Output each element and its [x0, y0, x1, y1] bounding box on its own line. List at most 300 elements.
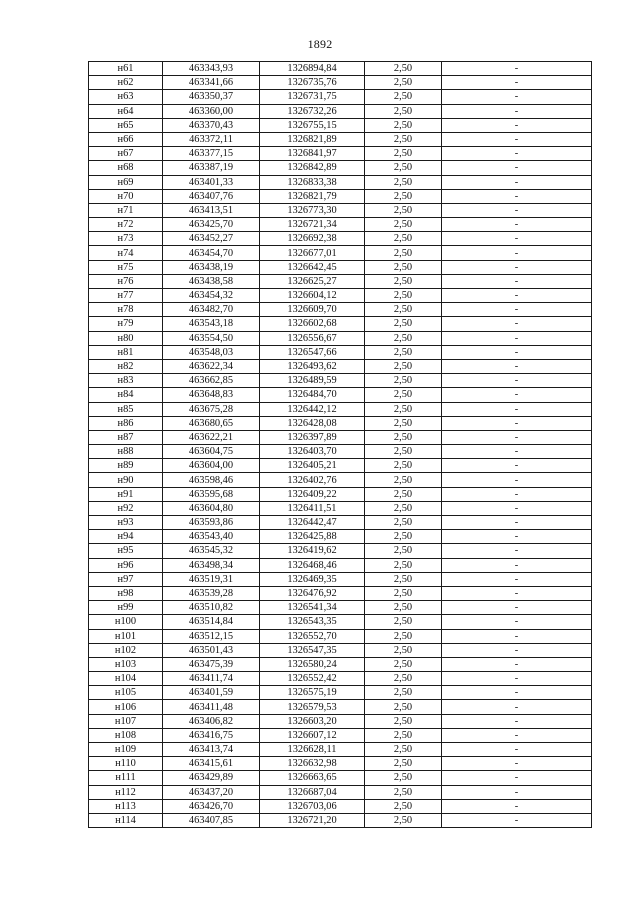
- x-coordinate-cell: 463360,00: [163, 104, 260, 118]
- accuracy-cell: 2,50: [365, 331, 442, 345]
- accuracy-cell: 2,50: [365, 615, 442, 629]
- point-number-cell: н90: [89, 473, 163, 487]
- description-cell: -: [442, 501, 592, 515]
- point-number-cell: н85: [89, 402, 163, 416]
- point-number-cell: н68: [89, 161, 163, 175]
- table-row: [89, 118, 592, 132]
- y-coordinate-cell: 1326547,35: [260, 643, 365, 657]
- x-coordinate-cell: 463543,40: [163, 530, 260, 544]
- table-row: [89, 430, 592, 444]
- description-cell: -: [442, 771, 592, 785]
- table-row: [89, 161, 592, 175]
- y-coordinate-cell: 1326411,51: [260, 501, 365, 515]
- point-number-cell: н110: [89, 757, 163, 771]
- accuracy-cell: 2,50: [365, 544, 442, 558]
- table-row: [89, 544, 592, 558]
- description-cell: -: [442, 430, 592, 444]
- table-row: [89, 132, 592, 146]
- accuracy-cell: 2,50: [365, 757, 442, 771]
- point-number-cell: н107: [89, 714, 163, 728]
- table-row: [89, 586, 592, 600]
- description-cell: -: [442, 629, 592, 643]
- y-coordinate-cell: 1326735,76: [260, 76, 365, 90]
- point-number-cell: н81: [89, 345, 163, 359]
- accuracy-cell: 2,50: [365, 274, 442, 288]
- accuracy-cell: 2,50: [365, 402, 442, 416]
- accuracy-cell: 2,50: [365, 629, 442, 643]
- accuracy-cell: 2,50: [365, 686, 442, 700]
- table-row: [89, 757, 592, 771]
- accuracy-cell: 2,50: [365, 62, 442, 76]
- accuracy-cell: 2,50: [365, 345, 442, 359]
- x-coordinate-cell: 463370,43: [163, 118, 260, 132]
- table-row: [89, 643, 592, 657]
- point-number-cell: н79: [89, 317, 163, 331]
- x-coordinate-cell: 463498,34: [163, 558, 260, 572]
- table-row: [89, 686, 592, 700]
- table-row: [89, 62, 592, 76]
- description-cell: -: [442, 132, 592, 146]
- x-coordinate-cell: 463622,21: [163, 430, 260, 444]
- point-number-cell: н92: [89, 501, 163, 515]
- description-cell: -: [442, 785, 592, 799]
- point-number-cell: н70: [89, 189, 163, 203]
- y-coordinate-cell: 1326833,38: [260, 175, 365, 189]
- accuracy-cell: 2,50: [365, 175, 442, 189]
- description-cell: -: [442, 289, 592, 303]
- description-cell: -: [442, 345, 592, 359]
- table-row: [89, 303, 592, 317]
- description-cell: -: [442, 615, 592, 629]
- y-coordinate-cell: 1326405,21: [260, 459, 365, 473]
- x-coordinate-cell: 463510,82: [163, 601, 260, 615]
- table-row: [89, 260, 592, 274]
- description-cell: -: [442, 459, 592, 473]
- accuracy-cell: 2,50: [365, 76, 442, 90]
- x-coordinate-cell: 463675,28: [163, 402, 260, 416]
- x-coordinate-cell: 463514,84: [163, 615, 260, 629]
- point-number-cell: н91: [89, 487, 163, 501]
- description-cell: -: [442, 76, 592, 90]
- accuracy-cell: 2,50: [365, 161, 442, 175]
- x-coordinate-cell: 463372,11: [163, 132, 260, 146]
- accuracy-cell: 2,50: [365, 572, 442, 586]
- coordinates-table: [88, 61, 592, 828]
- table-row: [89, 601, 592, 615]
- point-number-cell: н75: [89, 260, 163, 274]
- description-cell: -: [442, 359, 592, 373]
- accuracy-cell: 2,50: [365, 487, 442, 501]
- point-number-cell: н102: [89, 643, 163, 657]
- accuracy-cell: 2,50: [365, 643, 442, 657]
- description-cell: -: [442, 246, 592, 260]
- description-cell: -: [442, 572, 592, 586]
- point-number-cell: н97: [89, 572, 163, 586]
- accuracy-cell: 2,50: [365, 473, 442, 487]
- accuracy-cell: 2,50: [365, 813, 442, 827]
- y-coordinate-cell: 1326894,84: [260, 62, 365, 76]
- accuracy-cell: 2,50: [365, 743, 442, 757]
- point-number-cell: н82: [89, 359, 163, 373]
- description-cell: -: [442, 218, 592, 232]
- accuracy-cell: 2,50: [365, 132, 442, 146]
- y-coordinate-cell: 1326692,38: [260, 232, 365, 246]
- y-coordinate-cell: 1326755,15: [260, 118, 365, 132]
- point-number-cell: н109: [89, 743, 163, 757]
- x-coordinate-cell: 463438,19: [163, 260, 260, 274]
- coordinates-table-body: [89, 62, 592, 828]
- x-coordinate-cell: 463401,33: [163, 175, 260, 189]
- x-coordinate-cell: 463595,68: [163, 487, 260, 501]
- accuracy-cell: 2,50: [365, 728, 442, 742]
- table-row: [89, 203, 592, 217]
- point-number-cell: н94: [89, 530, 163, 544]
- description-cell: -: [442, 728, 592, 742]
- y-coordinate-cell: 1326773,30: [260, 203, 365, 217]
- point-number-cell: н84: [89, 388, 163, 402]
- table-row: [89, 799, 592, 813]
- x-coordinate-cell: 463350,37: [163, 90, 260, 104]
- point-number-cell: н96: [89, 558, 163, 572]
- x-coordinate-cell: 463662,85: [163, 374, 260, 388]
- description-cell: -: [442, 374, 592, 388]
- description-cell: -: [442, 260, 592, 274]
- x-coordinate-cell: 463429,89: [163, 771, 260, 785]
- x-coordinate-cell: 463454,70: [163, 246, 260, 260]
- y-coordinate-cell: 1326547,66: [260, 345, 365, 359]
- point-number-cell: н93: [89, 516, 163, 530]
- table-row: [89, 459, 592, 473]
- point-number-cell: н77: [89, 289, 163, 303]
- point-number-cell: н66: [89, 132, 163, 146]
- y-coordinate-cell: 1326552,70: [260, 629, 365, 643]
- description-cell: -: [442, 232, 592, 246]
- description-cell: -: [442, 487, 592, 501]
- y-coordinate-cell: 1326663,65: [260, 771, 365, 785]
- y-coordinate-cell: 1326543,35: [260, 615, 365, 629]
- x-coordinate-cell: 463452,27: [163, 232, 260, 246]
- y-coordinate-cell: 1326625,27: [260, 274, 365, 288]
- description-cell: -: [442, 445, 592, 459]
- description-cell: -: [442, 175, 592, 189]
- description-cell: -: [442, 714, 592, 728]
- x-coordinate-cell: 463407,85: [163, 813, 260, 827]
- point-number-cell: н105: [89, 686, 163, 700]
- description-cell: -: [442, 90, 592, 104]
- accuracy-cell: 2,50: [365, 303, 442, 317]
- description-cell: -: [442, 530, 592, 544]
- y-coordinate-cell: 1326489,59: [260, 374, 365, 388]
- point-number-cell: н64: [89, 104, 163, 118]
- x-coordinate-cell: 463512,15: [163, 629, 260, 643]
- accuracy-cell: 2,50: [365, 118, 442, 132]
- point-number-cell: н86: [89, 416, 163, 430]
- table-row: [89, 714, 592, 728]
- y-coordinate-cell: 1326552,42: [260, 672, 365, 686]
- y-coordinate-cell: 1326841,97: [260, 147, 365, 161]
- x-coordinate-cell: 463593,86: [163, 516, 260, 530]
- accuracy-cell: 2,50: [365, 771, 442, 785]
- point-number-cell: н80: [89, 331, 163, 345]
- y-coordinate-cell: 1326632,98: [260, 757, 365, 771]
- point-number-cell: н76: [89, 274, 163, 288]
- accuracy-cell: 2,50: [365, 203, 442, 217]
- accuracy-cell: 2,50: [365, 459, 442, 473]
- y-coordinate-cell: 1326580,24: [260, 657, 365, 671]
- description-cell: -: [442, 686, 592, 700]
- y-coordinate-cell: 1326409,22: [260, 487, 365, 501]
- point-number-cell: н63: [89, 90, 163, 104]
- table-row: [89, 331, 592, 345]
- table-row: [89, 345, 592, 359]
- table-row: [89, 572, 592, 586]
- description-cell: -: [442, 473, 592, 487]
- description-cell: -: [442, 601, 592, 615]
- description-cell: -: [442, 544, 592, 558]
- y-coordinate-cell: 1326732,26: [260, 104, 365, 118]
- table-row: [89, 445, 592, 459]
- accuracy-cell: 2,50: [365, 189, 442, 203]
- point-number-cell: н112: [89, 785, 163, 799]
- y-coordinate-cell: 1326469,35: [260, 572, 365, 586]
- point-number-cell: н95: [89, 544, 163, 558]
- point-number-cell: н69: [89, 175, 163, 189]
- x-coordinate-cell: 463548,03: [163, 345, 260, 359]
- point-number-cell: н113: [89, 799, 163, 813]
- accuracy-cell: 2,50: [365, 317, 442, 331]
- table-row: [89, 516, 592, 530]
- point-number-cell: н111: [89, 771, 163, 785]
- x-coordinate-cell: 463413,51: [163, 203, 260, 217]
- y-coordinate-cell: 1326493,62: [260, 359, 365, 373]
- y-coordinate-cell: 1326556,67: [260, 331, 365, 345]
- page-number: 1892: [307, 37, 333, 51]
- point-number-cell: н103: [89, 657, 163, 671]
- point-number-cell: н114: [89, 813, 163, 827]
- accuracy-cell: 2,50: [365, 218, 442, 232]
- x-coordinate-cell: 463598,46: [163, 473, 260, 487]
- table-row: [89, 657, 592, 671]
- y-coordinate-cell: 1326703,06: [260, 799, 365, 813]
- accuracy-cell: 2,50: [365, 430, 442, 444]
- y-coordinate-cell: 1326731,75: [260, 90, 365, 104]
- table-row: [89, 246, 592, 260]
- accuracy-cell: 2,50: [365, 232, 442, 246]
- y-coordinate-cell: 1326402,76: [260, 473, 365, 487]
- accuracy-cell: 2,50: [365, 530, 442, 544]
- accuracy-cell: 2,50: [365, 714, 442, 728]
- description-cell: -: [442, 700, 592, 714]
- description-cell: -: [442, 813, 592, 827]
- point-number-cell: н78: [89, 303, 163, 317]
- description-cell: -: [442, 161, 592, 175]
- table-row: [89, 218, 592, 232]
- description-cell: -: [442, 274, 592, 288]
- y-coordinate-cell: 1326607,12: [260, 728, 365, 742]
- accuracy-cell: 2,50: [365, 104, 442, 118]
- point-number-cell: н88: [89, 445, 163, 459]
- y-coordinate-cell: 1326575,19: [260, 686, 365, 700]
- table-row: [89, 76, 592, 90]
- x-coordinate-cell: 463604,75: [163, 445, 260, 459]
- x-coordinate-cell: 463604,80: [163, 501, 260, 515]
- point-number-cell: н72: [89, 218, 163, 232]
- x-coordinate-cell: 463482,70: [163, 303, 260, 317]
- y-coordinate-cell: 1326628,11: [260, 743, 365, 757]
- description-cell: -: [442, 62, 592, 76]
- description-cell: -: [442, 586, 592, 600]
- description-cell: -: [442, 558, 592, 572]
- y-coordinate-cell: 1326468,46: [260, 558, 365, 572]
- x-coordinate-cell: 463543,18: [163, 317, 260, 331]
- table-row: [89, 728, 592, 742]
- x-coordinate-cell: 463545,32: [163, 544, 260, 558]
- point-number-cell: н99: [89, 601, 163, 615]
- y-coordinate-cell: 1326821,79: [260, 189, 365, 203]
- accuracy-cell: 2,50: [365, 445, 442, 459]
- table-row: [89, 785, 592, 799]
- x-coordinate-cell: 463622,34: [163, 359, 260, 373]
- x-coordinate-cell: 463387,19: [163, 161, 260, 175]
- accuracy-cell: 2,50: [365, 516, 442, 530]
- accuracy-cell: 2,50: [365, 799, 442, 813]
- table-row: [89, 487, 592, 501]
- point-number-cell: н101: [89, 629, 163, 643]
- x-coordinate-cell: 463411,48: [163, 700, 260, 714]
- x-coordinate-cell: 463680,65: [163, 416, 260, 430]
- point-number-cell: н67: [89, 147, 163, 161]
- table-row: [89, 90, 592, 104]
- table-row: [89, 388, 592, 402]
- description-cell: -: [442, 317, 592, 331]
- table-row: [89, 501, 592, 515]
- point-number-cell: н100: [89, 615, 163, 629]
- x-coordinate-cell: 463343,93: [163, 62, 260, 76]
- description-cell: -: [442, 402, 592, 416]
- y-coordinate-cell: 1326687,04: [260, 785, 365, 799]
- y-coordinate-cell: 1326397,89: [260, 430, 365, 444]
- table-row: [89, 402, 592, 416]
- y-coordinate-cell: 1326442,47: [260, 516, 365, 530]
- description-cell: -: [442, 672, 592, 686]
- accuracy-cell: 2,50: [365, 246, 442, 260]
- table-row: [89, 473, 592, 487]
- y-coordinate-cell: 1326476,92: [260, 586, 365, 600]
- table-row: [89, 558, 592, 572]
- table-row: [89, 672, 592, 686]
- accuracy-cell: 2,50: [365, 260, 442, 274]
- x-coordinate-cell: 463539,28: [163, 586, 260, 600]
- accuracy-cell: 2,50: [365, 672, 442, 686]
- description-cell: -: [442, 118, 592, 132]
- description-cell: -: [442, 516, 592, 530]
- x-coordinate-cell: 463554,50: [163, 331, 260, 345]
- accuracy-cell: 2,50: [365, 90, 442, 104]
- table-row: [89, 147, 592, 161]
- table-row: [89, 629, 592, 643]
- table-row: [89, 104, 592, 118]
- description-cell: -: [442, 104, 592, 118]
- point-number-cell: н106: [89, 700, 163, 714]
- description-cell: -: [442, 799, 592, 813]
- x-coordinate-cell: 463501,43: [163, 643, 260, 657]
- table-row: [89, 416, 592, 430]
- y-coordinate-cell: 1326541,34: [260, 601, 365, 615]
- accuracy-cell: 2,50: [365, 289, 442, 303]
- accuracy-cell: 2,50: [365, 359, 442, 373]
- x-coordinate-cell: 463416,75: [163, 728, 260, 742]
- y-coordinate-cell: 1326609,70: [260, 303, 365, 317]
- x-coordinate-cell: 463454,32: [163, 289, 260, 303]
- point-number-cell: н65: [89, 118, 163, 132]
- point-number-cell: н73: [89, 232, 163, 246]
- y-coordinate-cell: 1326677,01: [260, 246, 365, 260]
- point-number-cell: н98: [89, 586, 163, 600]
- table-row: [89, 700, 592, 714]
- table-row: [89, 232, 592, 246]
- accuracy-cell: 2,50: [365, 374, 442, 388]
- y-coordinate-cell: 1326642,45: [260, 260, 365, 274]
- accuracy-cell: 2,50: [365, 388, 442, 402]
- table-row: [89, 615, 592, 629]
- y-coordinate-cell: 1326428,08: [260, 416, 365, 430]
- description-cell: -: [442, 331, 592, 345]
- point-number-cell: н83: [89, 374, 163, 388]
- point-number-cell: н108: [89, 728, 163, 742]
- description-cell: -: [442, 388, 592, 402]
- point-number-cell: н87: [89, 430, 163, 444]
- table-row: [89, 771, 592, 785]
- table-row: [89, 274, 592, 288]
- x-coordinate-cell: 463648,83: [163, 388, 260, 402]
- y-coordinate-cell: 1326604,12: [260, 289, 365, 303]
- point-number-cell: н89: [89, 459, 163, 473]
- y-coordinate-cell: 1326721,34: [260, 218, 365, 232]
- y-coordinate-cell: 1326403,70: [260, 445, 365, 459]
- y-coordinate-cell: 1326419,62: [260, 544, 365, 558]
- accuracy-cell: 2,50: [365, 700, 442, 714]
- table-row: [89, 813, 592, 827]
- description-cell: -: [442, 643, 592, 657]
- table-row: [89, 743, 592, 757]
- point-number-cell: н61: [89, 62, 163, 76]
- description-cell: -: [442, 416, 592, 430]
- x-coordinate-cell: 463415,61: [163, 757, 260, 771]
- y-coordinate-cell: 1326442,12: [260, 402, 365, 416]
- y-coordinate-cell: 1326579,53: [260, 700, 365, 714]
- y-coordinate-cell: 1326721,20: [260, 813, 365, 827]
- point-number-cell: н62: [89, 76, 163, 90]
- table-row: [89, 317, 592, 331]
- description-cell: -: [442, 303, 592, 317]
- x-coordinate-cell: 463341,66: [163, 76, 260, 90]
- x-coordinate-cell: 463413,74: [163, 743, 260, 757]
- accuracy-cell: 2,50: [365, 601, 442, 615]
- accuracy-cell: 2,50: [365, 416, 442, 430]
- description-cell: -: [442, 189, 592, 203]
- description-cell: -: [442, 147, 592, 161]
- x-coordinate-cell: 463407,76: [163, 189, 260, 203]
- x-coordinate-cell: 463425,70: [163, 218, 260, 232]
- y-coordinate-cell: 1326602,68: [260, 317, 365, 331]
- description-cell: -: [442, 657, 592, 671]
- description-cell: -: [442, 757, 592, 771]
- table-row: [89, 359, 592, 373]
- accuracy-cell: 2,50: [365, 785, 442, 799]
- y-coordinate-cell: 1326821,89: [260, 132, 365, 146]
- y-coordinate-cell: 1326603,20: [260, 714, 365, 728]
- point-number-cell: н71: [89, 203, 163, 217]
